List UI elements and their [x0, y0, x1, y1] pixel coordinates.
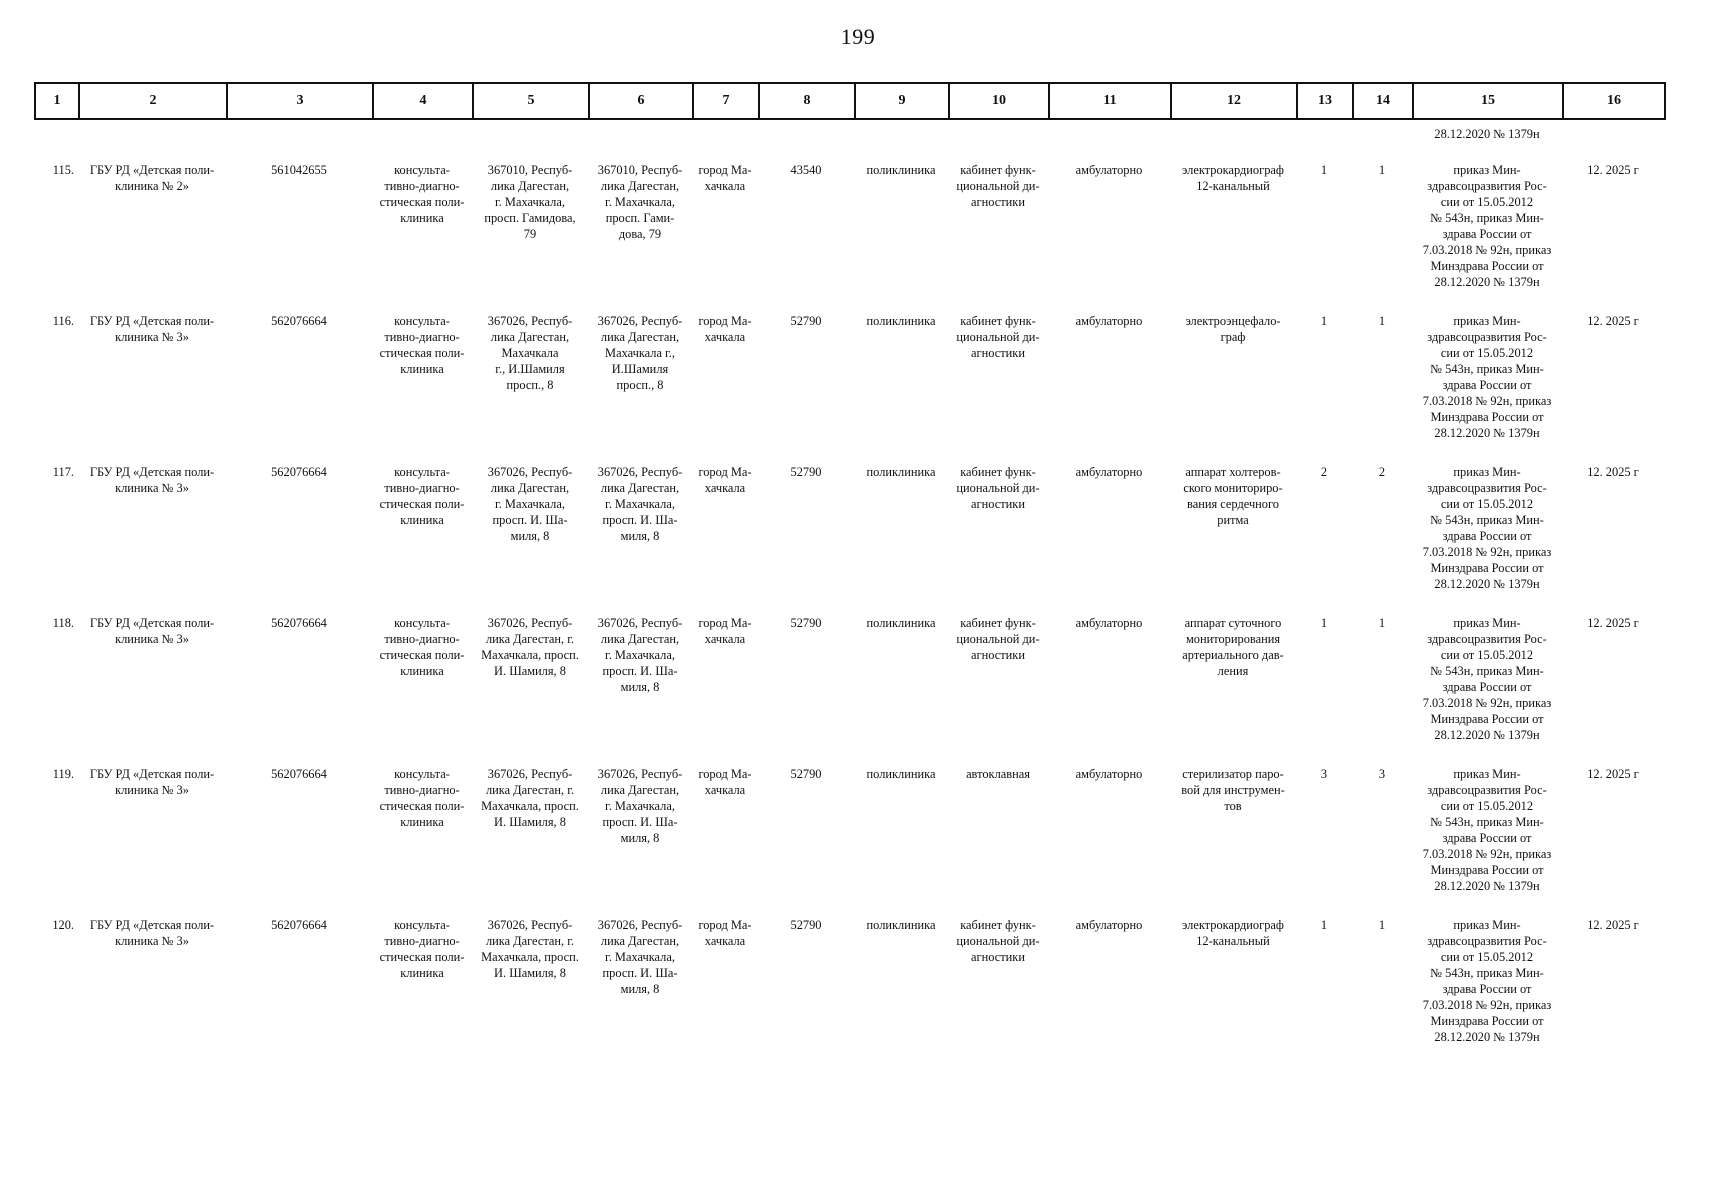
city: город Ма- хачкала — [698, 314, 752, 344]
row-number: 120. — [52, 918, 74, 932]
column-header-2: 2 — [79, 83, 227, 119]
city: город Ма- хачкала — [698, 465, 752, 495]
legal-address: 367026, Респуб- лика Дагестан, г. Махачкала, просп. И. Шамиля, 8 — [481, 918, 579, 980]
quantity-planned: 2 — [1378, 465, 1386, 479]
target-date: 12. 2025 г — [1587, 616, 1639, 630]
okato-code: 52790 — [790, 616, 822, 630]
target-date: 12. 2025 г — [1587, 314, 1639, 328]
legal-basis: приказ Мин- здравсоцразвития Рос- сии от 15.05.2012 № 543н, приказ Мин- здрава России от 7.03.2018 № 92н, приказ Минздрава России от 28.12.2020 № 1379н — [1422, 163, 1552, 289]
institution-name: ГБУ РД «Детская поли- клиника № 3» — [89, 465, 215, 495]
institution-type: консульта- тивно-диагно- стическая поли- клиника — [379, 314, 465, 376]
okato-code: 43540 — [790, 163, 822, 177]
equipment-name: аппарат суточного мониторирования артериального дав- ления — [1182, 616, 1284, 678]
column-header-7: 7 — [693, 83, 759, 119]
actual-address: 367026, Респуб- лика Дагестан, г. Махачкала, просп. И. Ша- миля, 8 — [597, 465, 683, 543]
room: кабинет функ- циональной ди- агностики — [956, 616, 1040, 662]
column-header-3: 3 — [227, 83, 373, 119]
table-row — [34, 162, 1664, 313]
column-header-16: 16 — [1563, 83, 1665, 119]
institution-code: 562076664 — [271, 918, 327, 932]
unit-type: поликлиника — [866, 918, 936, 932]
quantity-planned: 3 — [1378, 767, 1386, 781]
institution-name: ГБУ РД «Детская поли- клиника № 3» — [89, 314, 215, 344]
institution-type: консульта- тивно-диагно- стическая поли- клиника — [379, 465, 465, 527]
column-header-13: 13 — [1297, 83, 1353, 119]
city: город Ма- хачкала — [698, 616, 752, 646]
care-mode: амбулаторно — [1075, 465, 1143, 479]
equipment-name: электрокардиограф 12-канальный — [1182, 163, 1284, 193]
column-header-6: 6 — [589, 83, 693, 119]
quantity-planned: 1 — [1378, 314, 1386, 328]
column-header-8: 8 — [759, 83, 855, 119]
column-header-1: 1 — [35, 83, 79, 119]
institution-type: консульта- тивно-диагно- стическая поли- клиника — [379, 616, 465, 678]
quantity-planned: 1 — [1378, 163, 1386, 177]
okato-code: 52790 — [790, 918, 822, 932]
row-number: 116. — [52, 314, 74, 328]
continuation-basis: 28.12.2020 № 1379н — [1434, 127, 1540, 141]
unit-type: поликлиника — [866, 465, 936, 479]
table-row — [34, 464, 1664, 615]
column-header-11: 11 — [1049, 83, 1171, 119]
institution-name: ГБУ РД «Детская поли- клиника № 3» — [89, 918, 215, 948]
table-row — [34, 917, 1664, 1068]
legal-basis: приказ Мин- здравсоцразвития Рос- сии от 15.05.2012 № 543н, приказ Мин- здрава России от 7.03.2018 № 92н, приказ Минздрава России от 28.12.2020 № 1379н — [1422, 767, 1552, 893]
continuation-row — [34, 126, 1664, 162]
institution-type: консульта- тивно-диагно- стическая поли- клиника — [379, 767, 465, 829]
actual-address: 367026, Респуб- лика Дагестан, г. Махачкала, просп. И. Ша- миля, 8 — [597, 616, 683, 694]
legal-basis: приказ Мин- здравсоцразвития Рос- сии от 15.05.2012 № 543н, приказ Мин- здрава России от 7.03.2018 № 92н, приказ Минздрава России от 28.12.2020 № 1379н — [1422, 465, 1552, 591]
city: город Ма- хачкала — [698, 163, 752, 193]
equipment-name: электрокардиограф 12-канальный — [1182, 918, 1284, 948]
institution-type: консульта- тивно-диагно- стическая поли- клиника — [379, 163, 465, 225]
row-number: 118. — [52, 616, 74, 630]
header-row — [35, 83, 1665, 119]
quantity-needed: 1 — [1320, 163, 1328, 177]
column-header-10: 10 — [949, 83, 1049, 119]
legal-basis: приказ Мин- здравсоцразвития Рос- сии от 15.05.2012 № 543н, приказ Мин- здрава России от 7.03.2018 № 92н, приказ Минздрава России от 28.12.2020 № 1379н — [1422, 314, 1552, 440]
unit-type: поликлиника — [866, 163, 936, 177]
legal-address: 367026, Респуб- лика Дагестан, Махачкала г., И.Шамиля просп., 8 — [487, 314, 573, 392]
legal-address: 367026, Респуб- лика Дагестан, г. Махачкала, просп. И. Ша- миля, 8 — [487, 465, 573, 543]
institution-code: 562076664 — [271, 616, 327, 630]
quantity-needed: 2 — [1320, 465, 1328, 479]
institution-code: 562076664 — [271, 465, 327, 479]
institution-name: ГБУ РД «Детская поли- клиника № 3» — [89, 767, 215, 797]
column-header-4: 4 — [373, 83, 473, 119]
room: кабинет функ- циональной ди- агностики — [956, 163, 1040, 209]
actual-address: 367026, Респуб- лика Дагестан, г. Махачкала, просп. И. Ша- миля, 8 — [597, 767, 683, 845]
row-number: 115. — [52, 163, 74, 177]
page-number: 199 — [840, 24, 876, 49]
target-date: 12. 2025 г — [1587, 767, 1639, 781]
target-date: 12. 2025 г — [1587, 163, 1639, 177]
legal-address: 367010, Респуб- лика Дагестан, г. Махачкала, просп. Гамидова, 79 — [484, 163, 576, 241]
care-mode: амбулаторно — [1075, 163, 1143, 177]
okato-code: 52790 — [790, 465, 822, 479]
actual-address: 367026, Респуб- лика Дагестан, Махачкала г., И.Шамиля просп., 8 — [597, 314, 683, 392]
okato-code: 52790 — [790, 767, 822, 781]
equipment-name: аппарат холтеров- ского мониториро- вания сердечного ритма — [1183, 465, 1283, 527]
unit-type: поликлиника — [866, 616, 936, 630]
equipment-table — [34, 126, 1664, 1068]
quantity-needed: 1 — [1320, 616, 1328, 630]
room: кабинет функ- циональной ди- агностики — [956, 918, 1040, 964]
actual-address: 367010, Респуб- лика Дагестан, г. Махачкала, просп. Гами- дова, 79 — [597, 163, 683, 241]
quantity-needed: 1 — [1320, 918, 1328, 932]
equipment-name: стерилизатор паро- вой для инструмен- тов — [1181, 767, 1285, 813]
city: город Ма- хачкала — [698, 918, 752, 948]
column-number-header — [34, 82, 1666, 120]
row-number: 119. — [52, 767, 74, 781]
care-mode: амбулаторно — [1075, 314, 1143, 328]
quantity-planned: 1 — [1378, 918, 1386, 932]
legal-address: 367026, Респуб- лика Дагестан, г. Махачкала, просп. И. Шамиля, 8 — [481, 616, 579, 678]
legal-basis: приказ Мин- здравсоцразвития Рос- сии от 15.05.2012 № 543н, приказ Мин- здрава России от 7.03.2018 № 92н, приказ Минздрава России от 28.12.2020 № 1379н — [1422, 616, 1552, 742]
table-row — [34, 615, 1664, 766]
unit-type: поликлиника — [866, 767, 936, 781]
column-header-15: 15 — [1413, 83, 1563, 119]
care-mode: амбулаторно — [1075, 616, 1143, 630]
quantity-planned: 1 — [1378, 616, 1386, 630]
equipment-name: электроэнцефало- граф — [1185, 314, 1281, 344]
unit-type: поликлиника — [866, 314, 936, 328]
room: кабинет функ- циональной ди- агностики — [956, 465, 1040, 511]
legal-address: 367026, Респуб- лика Дагестан, г. Махачкала, просп. И. Шамиля, 8 — [481, 767, 579, 829]
okato-code: 52790 — [790, 314, 822, 328]
institution-code: 561042655 — [271, 163, 327, 177]
institution-code: 562076664 — [271, 767, 327, 781]
room: автоклавная — [966, 767, 1030, 781]
column-header-12: 12 — [1171, 83, 1297, 119]
quantity-needed: 1 — [1320, 314, 1328, 328]
target-date: 12. 2025 г — [1587, 918, 1639, 932]
institution-code: 562076664 — [271, 314, 327, 328]
city: город Ма- хачкала — [698, 767, 752, 797]
quantity-needed: 3 — [1320, 767, 1328, 781]
table-row — [34, 313, 1664, 464]
institution-type: консульта- тивно-диагно- стическая поли- клиника — [379, 918, 465, 980]
table-row — [34, 766, 1664, 917]
care-mode: амбулаторно — [1075, 918, 1143, 932]
column-header-14: 14 — [1353, 83, 1413, 119]
actual-address: 367026, Респуб- лика Дагестан, г. Махачкала, просп. И. Ша- миля, 8 — [597, 918, 683, 996]
care-mode: амбулаторно — [1075, 767, 1143, 781]
legal-basis: приказ Мин- здравсоцразвития Рос- сии от 15.05.2012 № 543н, приказ Мин- здрава России от 7.03.2018 № 92н, приказ Минздрава России от 28.12.2020 № 1379н — [1422, 918, 1552, 1044]
target-date: 12. 2025 г — [1587, 465, 1639, 479]
institution-name: ГБУ РД «Детская поли- клиника № 2» — [89, 163, 215, 193]
room: кабинет функ- циональной ди- агностики — [956, 314, 1040, 360]
column-header-9: 9 — [855, 83, 949, 119]
institution-name: ГБУ РД «Детская поли- клиника № 3» — [89, 616, 215, 646]
column-header-5: 5 — [473, 83, 589, 119]
row-number: 117. — [52, 465, 74, 479]
